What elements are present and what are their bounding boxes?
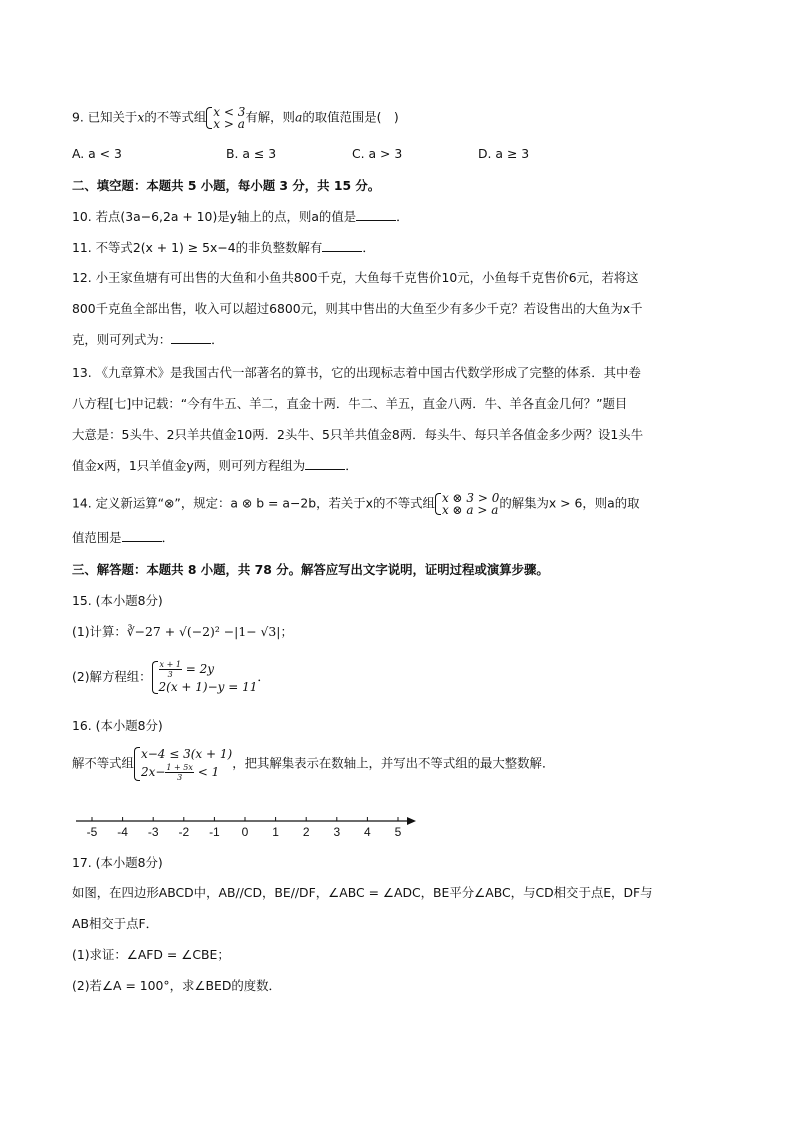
q12-line-3-text: 克，则可列式为： <box>72 332 172 347</box>
q15-p1-label: (1)计算： <box>72 624 127 639</box>
q16-frac-denominator: 3 <box>177 773 183 782</box>
q13-line-1: 13. 《九章算术》是我国古代一部著名的算书，它的出现标志着中国古代数学形成了完整的体系．其中卷 <box>72 365 641 380</box>
q16-inequality-system <box>134 746 232 782</box>
q16-heading: 16. (本小题8分) <box>72 718 163 733</box>
q14-inequality-system <box>435 492 499 516</box>
q15-equation-system <box>152 660 258 695</box>
q15-part-2: (2)解方程组： $\frac{x + 1}{3}$ = 2y 2(x + 1)−y = 11 ． <box>72 660 270 694</box>
q14-sys-row-2: x ⊗ a > a <box>441 503 499 517</box>
q13-line-2: 八方程[七]中记载：“今有牛五、羊二，直金十两．牛二、羊五，直金八两．牛、羊各直金几何？”题目 <box>72 396 628 411</box>
q9-option-d: D. a ≥ 3 <box>478 146 530 161</box>
q12-line-2: 800千克鱼全部出售，收入可以超过6800元，则其中售出的大鱼至少有多少千克？若设售出的大鱼为x千 <box>72 301 643 316</box>
question-14 <box>72 492 640 516</box>
q9-option-c: C. a > 3 <box>352 146 403 161</box>
number-line-tick-label: -3 <box>147 825 159 839</box>
q17-heading: 17. (本小题8分) <box>72 855 163 870</box>
q14-sys-row-1: x ⊗ 3 > 0 <box>441 491 500 505</box>
q9-sys-row-2: x > a <box>213 117 245 131</box>
q9-text-post2: 的取值范围是( ) <box>302 109 399 125</box>
number-line-tick-label: 4 <box>364 825 371 839</box>
q9-text-pre: 9. 已知关于 <box>72 109 138 125</box>
question-11: 11. 不等式2(x + 1) ≥ 5x−4的非负整数解有 ． <box>72 240 375 255</box>
q14-text-pre: 14. 定义新运算“⊗”，规定：a ⊗ b = a−2b，若关于x的不等式组 <box>72 495 435 511</box>
q16-text-post: ，把其解集表示在数轴上，并写出不等式组的最大整数解． <box>232 755 555 771</box>
q15-heading: 15. (本小题8分) <box>72 593 163 608</box>
q17-part-2: (2)若∠A = 100°，求∠BED的度数． <box>72 978 281 993</box>
number-line-tick-label: 5 <box>394 825 402 839</box>
number-line-tick-label: 3 <box>333 825 341 839</box>
question-9 <box>72 106 399 130</box>
number-line-tick-label: 2 <box>302 825 310 839</box>
q14-answer-blank <box>122 529 162 542</box>
q16-frac-numerator: 1 + 5x <box>166 763 193 772</box>
section-2-heading: 二、填空题：本题共 5 小题，每小题 3 分，共 15 分。 <box>72 178 381 193</box>
q10-answer-blank <box>356 208 396 221</box>
q15-sys-row-2: 2(x + 1)−y = 11 <box>158 680 258 694</box>
q16-sys-row-2 <box>141 762 232 782</box>
q9-var-x: x <box>137 109 145 125</box>
q12-answer-blank <box>171 331 211 344</box>
number-line-tick-label: 0 <box>241 825 249 839</box>
number-line-tick-label: -4 <box>117 825 128 839</box>
q17-line-1: 如图，在四边形ABCD中，AB//CD，BE//DF，∠ABC = ∠ADC，BE平分∠ABC，与CD相交于点E，DF与 <box>72 885 653 900</box>
q15-row-1-rest: = 2y <box>185 662 215 676</box>
q11-text: 11. 不等式2(x + 1) ≥ 5x−4的非负整数解有 <box>72 240 323 255</box>
q14-text-post: 的解集为x > 6，则a的取 <box>499 495 640 511</box>
q9-option-b: B. a ≤ 3 <box>226 146 277 161</box>
q9-options <box>72 144 572 164</box>
number-line-svg <box>72 812 422 842</box>
q9-text-post1: 有解，则 <box>245 109 295 125</box>
q15-p1-expression: ∛−27 + √(−2)² −|1− √3|； <box>126 624 293 639</box>
q16-row-2-post: < 1 <box>197 765 220 779</box>
q15-part-1 <box>72 622 293 642</box>
q10-text: 10. 若点(3a−6,2a + 10)是y轴上的点，则a的值是 <box>72 209 357 224</box>
number-line <box>72 812 422 842</box>
q16-text-pre: 解不等式组 <box>72 755 134 771</box>
number-line-tick-label: -1 <box>209 825 220 839</box>
q15-sys-row-1 <box>159 660 258 679</box>
q17-part-1: (1)求证：∠AFD = ∠CBE； <box>72 947 230 962</box>
q14-line-2-text: 值范围是 <box>72 530 122 545</box>
q16-sys-row-1: x−4 ≤ 3(x + 1) <box>140 747 233 761</box>
q16-row-2-pre: 2x− <box>140 765 166 779</box>
number-line-ticks <box>87 817 402 839</box>
number-line-tick-label: -5 <box>86 825 98 839</box>
q9-inequality-system <box>206 106 245 130</box>
q15-frac-numerator: x + 1 <box>159 660 181 669</box>
q9-text-mid: 的不等式组 <box>144 109 207 125</box>
number-line-tick-label: -2 <box>178 825 190 839</box>
q11-answer-blank <box>322 239 362 252</box>
q13-answer-blank <box>305 457 345 470</box>
q16-problem <box>72 746 554 782</box>
q9-var-a: a <box>294 109 303 125</box>
q15-fraction <box>159 660 182 679</box>
q15-p2-label: (2)解方程组： <box>72 669 152 684</box>
q13-line-4-text: 值金x两，1只羊值金y两，则可列方程组为 <box>72 458 306 473</box>
q9-sys-row-1: x < 3 <box>213 105 246 119</box>
q15-frac-denominator: 3 <box>167 670 173 679</box>
q12-line-3: 克，则可列式为： ． <box>72 332 224 347</box>
q13-line-4: 值金x两，1只羊值金y两，则可列方程组为 ． <box>72 458 358 473</box>
question-10: 10. 若点(3a−6,2a + 10)是y轴上的点，则a的值是 ． <box>72 209 409 224</box>
section-3-heading: 三、解答题：本题共 8 小题，共 78 分。解答应写出文字说明，证明过程或演算步骤。 <box>72 562 549 577</box>
number-line-tick-label: 1 <box>272 825 279 839</box>
q12-line-1: 12. 小王家鱼塘有可出售的大鱼和小鱼共800千克，大鱼每千克售价10元，小鱼每千克售价6元，若将这 <box>72 270 639 285</box>
number-line-arrow <box>407 817 416 825</box>
q17-line-2: AB相交于点F． <box>72 916 159 931</box>
q9-option-a: A. a < 3 <box>72 146 122 161</box>
q13-line-3: 大意是：5头牛、2只羊共值金10两．2头牛、5只羊共值金8两．每头牛、每只羊各值金多少两？设1头牛 <box>72 427 644 442</box>
q16-fraction <box>165 763 193 782</box>
q14-line-2: 值范围是 ． <box>72 530 174 545</box>
